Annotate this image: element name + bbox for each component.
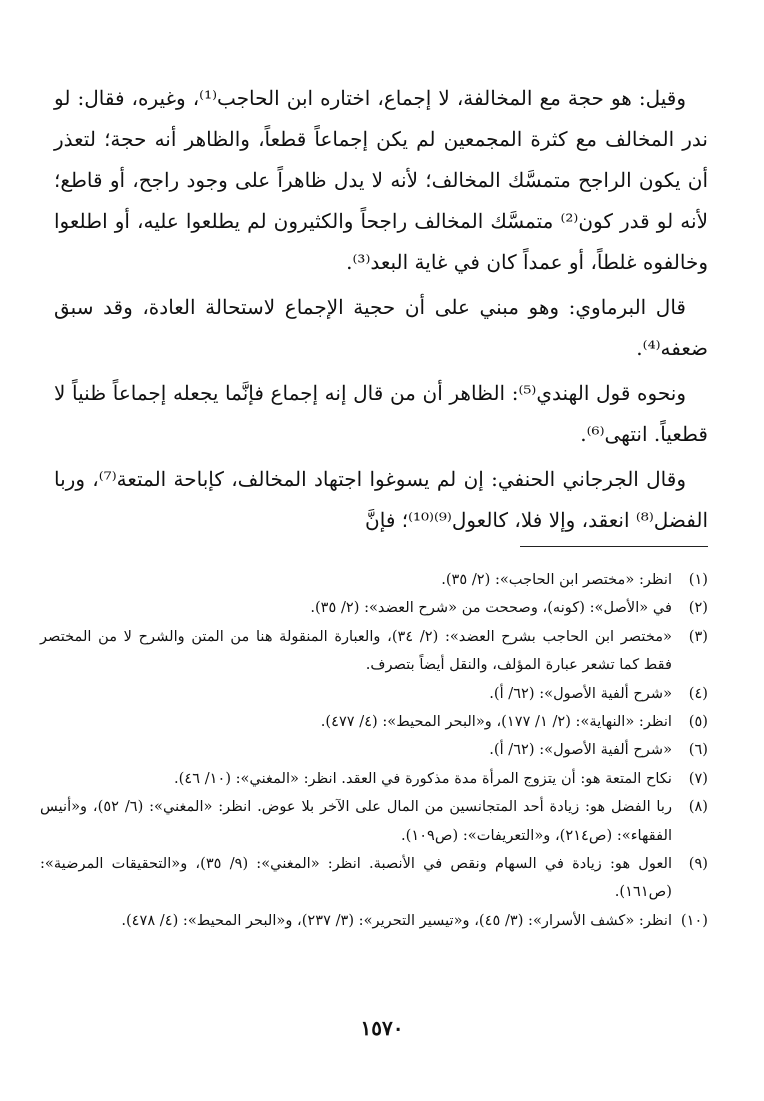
footnote-1: [40, 566, 708, 594]
footnote-8: [40, 793, 708, 850]
footnote-number: (٥): [688, 713, 708, 731]
footnote-2: [40, 594, 708, 622]
footnote-number: (٣): [688, 627, 708, 645]
footnote-text: «شرح ألفية الأصول»: (٦٢/ أ).: [489, 741, 672, 759]
footnote-number: (٤): [688, 684, 708, 702]
footnote-3: [40, 623, 708, 680]
footnote-text: انظر: «مختصر ابن الحاجب»: (٢/ ٣٥).: [441, 571, 672, 588]
footnote-5: [40, 708, 708, 736]
footnote-separator: [520, 546, 708, 547]
paragraph-4: وقال الجرجاني الحنفي: إن لم يسوغوا اجتهاد المخالف، كإباحة المتعة⁽⁷⁾، وربا الفضل⁽⁸⁾ انعقد، وإلا فلا، كالعول⁽⁹⁾⁽¹⁰⁾؛ فإنَّ: [54, 467, 708, 532]
main-text: [54, 78, 708, 545]
paragraph-2: قال البرماوي: وهو مبني على أن حجية الإجماع لاستحالة العادة، وقد سبق ضعفه⁽⁴⁾.: [54, 295, 708, 360]
footnote-number: (١): [688, 571, 708, 588]
footnote-text: «مختصر ابن الحاجب بشرح العضد»: (٢/ ٣٤)، والعبارة المنقولة هنا من المتن والشرح لا من المختصر فقط كما تشعر عبارة المؤلف، والنقل أيضاً بتصرف.: [40, 627, 672, 674]
footnote-text: في «الأصل»: (كونه)، وصححت من «شرح العضد»: (٢/ ٣٥).: [310, 599, 672, 617]
footnote-number: (٢): [688, 599, 708, 617]
paragraph-1: وقيل: هو حجة مع المخالفة، لا إجماع، اختاره ابن الحاجب⁽¹⁾، وغيره، فقال: لو ندر المخالف مع كثرة المجمعين لم يكن إجماعاً قطعاً، والظاهر أنه حجة؛ لتعذر أن يكون الراجح متمسَّك المخالف؛ لأنه لا يدل ظاهراً على وجود راجح، أو قاطع؛ لأنه لو قدر كون⁽²⁾ متمسَّك المخالف راجحاً والكثيرون لم يطلعوا عليه، أو اطلعوا وخالفوه غلطاً، أو عمداً كان في غاية البعد⁽³⁾.: [54, 86, 708, 274]
footnote-text: انظر: «كشف الأسرار»: (٣/ ٤٥)، و«تيسير التحرير»: (٣/ ٢٣٧)، و«البحر المحيط»: (٤/ ٤٧٨).: [121, 911, 672, 929]
footnote-7: [40, 765, 708, 793]
footnote-9: [40, 850, 708, 907]
footnote-number: (٩): [688, 855, 708, 873]
footnote-number: (١٠): [680, 911, 708, 929]
footnote-text: انظر: «النهاية»: (٢/ ١/ ١٧٧)، و«البحر المحيط»: (٤/ ٤٧٧).: [320, 713, 672, 731]
footnote-number: (٨): [688, 798, 708, 816]
footnote-text: ربا الفضل هو: زيادة أحد المتجانسين من المال على الآخر بلا عوض. انظر: «المغني»: (٦/ ٥٢)، و«أنيس الفقهاء»: (ص٢١٤)، و«التعريفات»: (ص١٠٩).: [40, 798, 672, 844]
page-number: ١٥٧٠: [360, 1016, 404, 1040]
footnote-number: (٧): [688, 769, 708, 787]
footnote-4: [40, 680, 708, 708]
footnote-text: نكاح المتعة هو: أن يتزوج المرأة مدة مذكورة في العقد. انظر: «المغني»: (١٠/ ٤٦).: [174, 769, 672, 787]
footnote-6: [40, 736, 708, 764]
footnote-text: العول هو: زيادة في السهام ونقص في الأنصبة. انظر: «المغني»: (٩/ ٣٥)، و«التحقيقات المرضية»: (ص١٦١).: [40, 855, 672, 901]
footnotes: [40, 566, 708, 935]
footnote-number: (٦): [688, 741, 708, 759]
footnote-10: [40, 907, 708, 935]
paragraph-3: ونحوه قول الهندي⁽⁵⁾: الظاهر أن من قال إنه إجماع فإنَّما يجعله إجماعاً ظنياً لا قطعياً. انتهى⁽⁶⁾.: [54, 381, 708, 446]
footnote-text: «شرح ألفية الأصول»: (٦٢/ أ).: [489, 684, 672, 702]
